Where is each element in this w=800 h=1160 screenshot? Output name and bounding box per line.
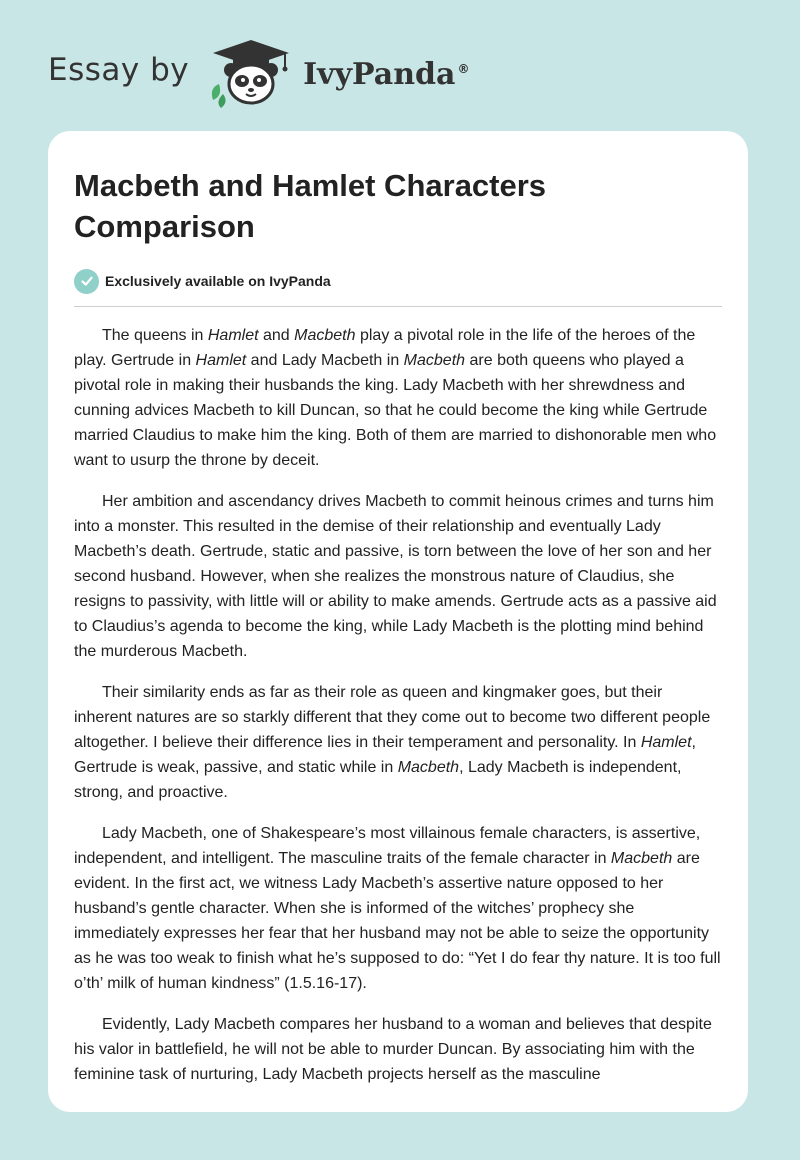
site-header [48,38,469,108]
italic-title-text: Hamlet [207,327,259,344]
panda-logo-icon[interactable] [205,38,297,108]
paragraph-text: , Lady Macbeth is independent, strong, and proactive. [74,759,682,801]
check-icon [74,269,99,294]
essay-by-label: Essay by [48,52,190,88]
paragraph-text: Her ambition and ascendancy drives Macbeth to commit heinous crimes and turns him into a monster. This resulted in the demise of their relationship and eventually Lady Macbeth’s death. Gertrude, static and passive, is torn between the love of her son and her second husband. However, when she realizes the monstrous nature of Claudius, she resigns to passivity, with little will or ability to make amends. Gertrude acts as a passive aid to Claudius’s agenda to become the king, while Lady Macbeth is the plotting mind behind the murderous Macbeth. [74,493,717,660]
paragraph-text: and [258,327,295,344]
italic-title-text: Hamlet [195,352,247,369]
paragraph-text: and Lady Macbeth in [246,352,404,369]
essay-paragraph [74,489,722,664]
paragraph-text: play a pivotal role in the life of the heroes of the play. Gertrude in [74,327,696,369]
italic-title-text: Macbeth [294,327,356,344]
essay-paragraph [74,1012,722,1087]
essay-card [48,131,748,1112]
italic-title-text: Macbeth [610,850,673,867]
essay-body [74,323,722,1087]
paragraph-text: Lady Macbeth, one of Shakespeare’s most villainous female characters, is assertive, independent, and intelligent. The masculine traits of the female character in [74,825,701,867]
italic-title-text: Macbeth [397,759,460,776]
paragraph-text: Their similarity ends as far as their role as queen and kingmaker goes, but their inherent natures are so starkly different that they come out to become two different people altogether. I believe their difference lies in their temperament and personality. In [74,684,711,751]
paragraph-text: Evidently, Lady Macbeth compares her husband to a woman and believes that despite his valor in battlefield, he will not be able to murder Duncan. By associating him with the feminine task of nurturing, Lady Macbeth projects herself as the masculine [74,1016,712,1083]
registered-mark: ® [457,61,470,76]
essay-paragraph [74,821,722,996]
exclusive-badge [74,268,722,294]
paragraph-text: , Gertrude is weak, passive, and static while in [74,734,696,776]
essay-paragraph [74,680,722,805]
brand-name[interactable]: IvyPanda ® [303,56,470,92]
paragraph-text: are evident. In the first act, we witness Lady Macbeth’s assertive nature opposed to her husband’s gentle character. When she is informed of the witches’ prophecy she immediately expresses her fear that her husband may not be able to seize the opportunity as he was too weak to finish what he’s supposed to do: “Yet I do fear thy nature. It is too full o’th’ milk of human kindness” (1.5.16-17). [74,850,721,992]
divider [74,306,722,307]
italic-title-text: Macbeth [403,352,466,369]
exclusive-badge-label: Exclusively available on IvyPanda [105,273,331,289]
italic-title-text: Hamlet [640,734,692,751]
essay-paragraph [74,323,722,473]
essay-title: Macbeth and Hamlet Characters Comparison [74,168,547,244]
paragraph-text: The queens in [102,327,208,344]
paragraph-text: are both queens who played a pivotal role in making their husbands the king. Lady Macbeth with her shrewdness and cunning advices Macbeth to kill Duncan, so that he could become the king while Gertrude married Claudius to make him the king. Both of them are married to dishonorable men who want to usurp the throne by deceit. [74,352,717,469]
